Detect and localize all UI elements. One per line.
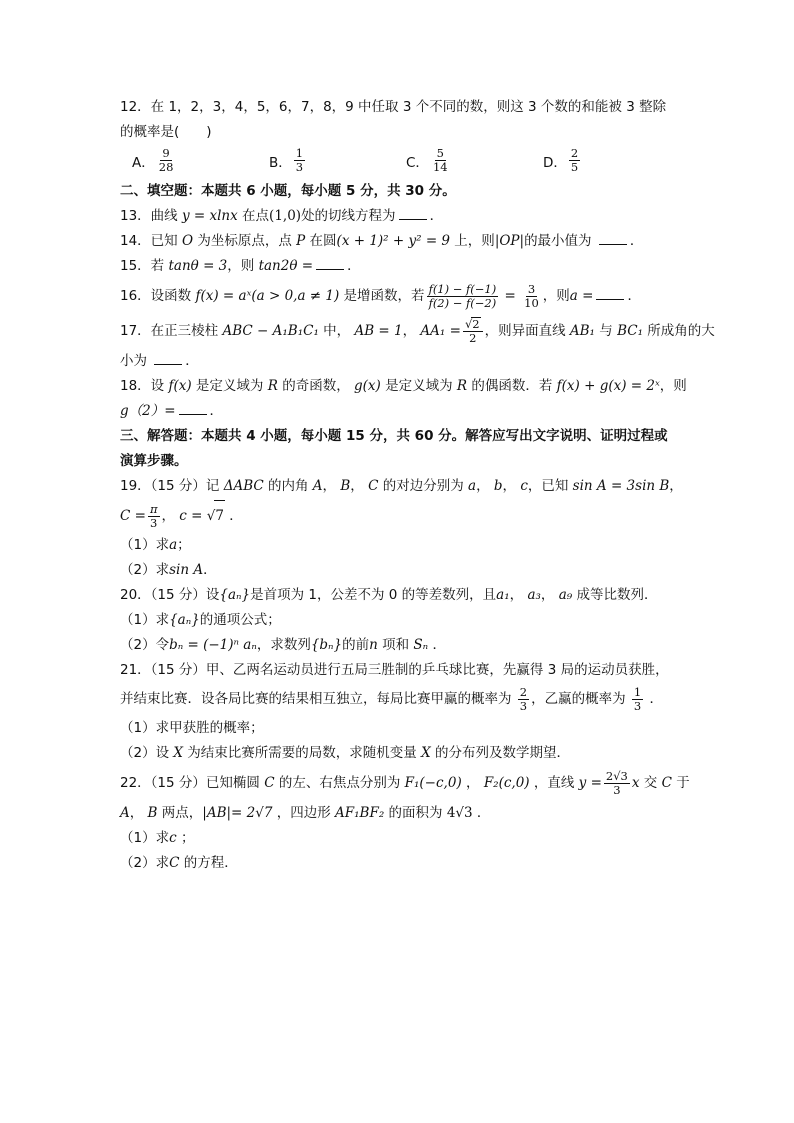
q13-curve: y = xlnx bbox=[181, 208, 238, 224]
choice-b-fraction bbox=[294, 147, 305, 174]
q16-ratio-fraction bbox=[427, 283, 499, 310]
q18-equation: f(x) + g(x) = 2ˣ bbox=[556, 378, 660, 394]
q22-area: 4√3 bbox=[446, 805, 473, 821]
q19-sine-eq: sin A = 3sin B bbox=[572, 478, 670, 494]
q20-part2-seq: {bₙ} bbox=[310, 637, 343, 653]
q21-part2-c: 的分布列及数学期望． bbox=[430, 745, 571, 761]
q22-f1: F₁(−c,0) bbox=[404, 775, 462, 791]
choice-b bbox=[269, 147, 406, 174]
q19-c-angle: C = bbox=[120, 508, 146, 524]
q17-ab: AB = 1 bbox=[354, 323, 403, 339]
q17-bc1: BC₁ bbox=[617, 323, 643, 339]
q16-text-c: ，则 bbox=[542, 288, 570, 304]
choice-c-den: 14 bbox=[432, 160, 448, 174]
q19-part2-a: （2）求 bbox=[120, 562, 170, 578]
q18-line1 bbox=[120, 375, 687, 397]
q15-text-a: 15．若 bbox=[120, 258, 169, 274]
q20-a9: a₉ bbox=[558, 587, 573, 603]
sqrt-sign-icon: √ bbox=[464, 317, 473, 331]
q19-pi-fraction bbox=[148, 503, 160, 530]
q19-line1 bbox=[120, 475, 683, 497]
choice-a-fraction bbox=[157, 147, 176, 174]
q16-value-den: 10 bbox=[524, 295, 539, 310]
q18-r2: R bbox=[456, 378, 468, 394]
q14-point: P bbox=[296, 233, 306, 249]
q20-text-d: 成等比数列． bbox=[572, 587, 658, 603]
q20-part1 bbox=[120, 609, 680, 631]
q17-answer-blank bbox=[154, 352, 182, 365]
q14-circle-eq: (x + 1)² + y² = 9 bbox=[336, 233, 451, 249]
q22-part1-var: c bbox=[169, 830, 177, 846]
q17-radicand: 2 bbox=[472, 317, 480, 331]
q19-text-f: ，已知 bbox=[527, 478, 573, 494]
q21-part2 bbox=[120, 742, 680, 764]
q18-r1: R bbox=[267, 378, 278, 394]
q14-text-c: 在圆 bbox=[305, 233, 337, 249]
q19-sep1: ， bbox=[322, 478, 341, 494]
q22-part1-a: （1）求 bbox=[120, 830, 170, 846]
q21-line2 bbox=[120, 684, 680, 714]
q20-part2-d: 项和 bbox=[377, 637, 414, 653]
q15-target: tan2θ = bbox=[258, 258, 314, 274]
q14 bbox=[120, 230, 680, 252]
q16-value-fraction bbox=[522, 283, 541, 310]
q19-pi-den: 3 bbox=[150, 515, 158, 530]
q17-frac-den: 2 bbox=[469, 331, 477, 345]
q16-value-num: 3 bbox=[527, 281, 536, 296]
q21-line1: 21．（15 分）甲、乙两名运动员进行五局三胜制的乒乓球比赛，先赢得 3 局的运动员获胜， bbox=[120, 662, 669, 678]
q19-sep3: ， bbox=[476, 478, 494, 494]
q12-stem-line2: 的概率是( ) bbox=[120, 124, 212, 140]
q22-quadrilateral: AF₁BF₂ bbox=[335, 805, 385, 821]
choice-a-den: 28 bbox=[158, 160, 174, 174]
q17-text-d: ，则异面直线 bbox=[484, 323, 570, 339]
q15-text-c: ． bbox=[347, 258, 361, 274]
q19-angle-a: A bbox=[312, 478, 323, 494]
q22-text-b: 的左、右焦点分别为 bbox=[274, 775, 405, 791]
q21-p-jia-den: 3 bbox=[519, 698, 528, 713]
q14-origin: O bbox=[181, 233, 194, 249]
q22-point-a: A bbox=[120, 805, 130, 821]
q17-text-a: 17．在正三棱柱 bbox=[120, 323, 223, 339]
q15-answer-blank bbox=[316, 257, 344, 270]
q16-equals: = bbox=[500, 288, 521, 304]
q19-part2-b: ． bbox=[203, 562, 217, 578]
q17-text-h: ． bbox=[185, 353, 199, 369]
q19-text-i: ． bbox=[224, 508, 243, 524]
q20-part2-b: ，求数列 bbox=[256, 637, 311, 653]
q17-prism: ABC − A₁B₁C₁ bbox=[222, 323, 319, 339]
q13-answer-blank bbox=[399, 207, 427, 220]
q16-text-b: 是增函数，若 bbox=[339, 288, 425, 304]
q21-part2-a: （2）设 bbox=[120, 745, 174, 761]
choice-d-num: 2 bbox=[570, 146, 579, 160]
q18-g2: g（2）= bbox=[120, 403, 176, 419]
choice-c-fraction bbox=[431, 147, 450, 174]
q18-text-b: 是定义域为 bbox=[191, 378, 268, 394]
q22-part1-b: ； bbox=[176, 830, 195, 846]
choice-c-label: C． bbox=[406, 154, 429, 171]
q20-part2-a: （2）令 bbox=[120, 637, 170, 653]
q14-text-b: 为坐标原点，点 bbox=[193, 233, 297, 249]
choice-d bbox=[543, 147, 680, 174]
q21-p-jia-num: 2 bbox=[519, 684, 528, 699]
q20-part1-a: （1）求 bbox=[120, 612, 170, 628]
q17-aa1: AA₁ = bbox=[420, 323, 461, 339]
q22-ellipse2: C bbox=[661, 775, 672, 791]
q17-text-g: 小为 bbox=[120, 353, 152, 369]
q20-part2 bbox=[120, 634, 680, 656]
q19-side-b: b bbox=[493, 478, 503, 494]
q13-text-d: ． bbox=[429, 208, 444, 224]
q18-text-a: 18．设 bbox=[120, 378, 169, 394]
q19-radicand: 7 bbox=[214, 500, 225, 531]
q22-text-j: 的面积为 bbox=[384, 805, 447, 821]
choice-b-den: 3 bbox=[295, 160, 304, 174]
q19-c-eq: c = bbox=[179, 508, 207, 524]
q22-part2-var: C bbox=[169, 855, 180, 871]
q19-sep4: ， bbox=[502, 478, 521, 494]
q20-part1-seq: {aₙ} bbox=[169, 612, 200, 628]
q21-var-x1: X bbox=[173, 745, 184, 761]
q19-part1 bbox=[120, 534, 680, 556]
q20-seq-a: {aₙ} bbox=[219, 587, 251, 603]
q19-part2-var: sin A bbox=[169, 562, 204, 578]
q18-line2 bbox=[120, 400, 680, 422]
q19-part2 bbox=[120, 559, 680, 581]
q19-side-c: c bbox=[520, 478, 528, 494]
q21-part1: （1）求甲获胜的概率； bbox=[120, 720, 264, 736]
q22-text-i: ，四边形 bbox=[272, 805, 336, 821]
q22-ab-length: |AB|= 2√7 bbox=[202, 805, 273, 821]
q20-part2-bn: bₙ = (−1)ⁿ aₙ bbox=[169, 637, 257, 653]
q16-ratio-num: f(1) − f(−1) bbox=[428, 281, 497, 296]
q20-part2-c: 的前 bbox=[342, 637, 370, 653]
q18-gx: g(x) bbox=[354, 378, 381, 394]
q14-text-f: ． bbox=[629, 233, 644, 249]
q17-frac-num bbox=[463, 317, 483, 332]
q19-pi-num: π bbox=[149, 501, 158, 516]
q21-text-c: ，乙赢的概率为 bbox=[531, 691, 630, 707]
q19-side-a: a bbox=[468, 478, 477, 494]
q22-text-k: ． bbox=[472, 805, 491, 821]
q13-text-c: 处的切线方程为 bbox=[301, 208, 396, 224]
q20-part1-b: 的通项公式； bbox=[199, 612, 281, 628]
q20-text-a: 20．（15 分）设 bbox=[120, 587, 220, 603]
q14-text-d: 上，则 bbox=[450, 233, 495, 249]
q21-text-d: ． bbox=[645, 691, 664, 707]
q19-part1-a: （1）求 bbox=[120, 537, 170, 553]
q22-part1 bbox=[120, 827, 680, 849]
q19-text-d: 的对边分别为 bbox=[378, 478, 468, 494]
q20-sep1: ， bbox=[509, 587, 528, 603]
q15-given: tanθ = 3 bbox=[168, 258, 228, 274]
q12-choices bbox=[132, 147, 680, 174]
q14-answer-blank bbox=[599, 232, 627, 245]
q13 bbox=[120, 205, 680, 227]
q20-sep2: ， bbox=[540, 587, 559, 603]
q21-var-x2: X bbox=[421, 745, 431, 761]
q13-point: (1,0) bbox=[269, 208, 302, 224]
q22-f2: F₂(c,0) bbox=[483, 775, 530, 791]
q18-fx: f(x) bbox=[168, 378, 192, 394]
section2-heading: 二、填空题：本题共 6 小题，每小题 5 分，共 30 分。 bbox=[120, 183, 456, 199]
q22-ellipse: C bbox=[264, 775, 275, 791]
q13-text-b: 在点 bbox=[237, 208, 270, 224]
q19-text-a: 19．（15 分）记 bbox=[120, 478, 224, 494]
q22-text-a: 22．（15 分）已知椭圆 bbox=[120, 775, 265, 791]
q17-text-b: 中， bbox=[318, 323, 355, 339]
q21-p-yi-den: 3 bbox=[633, 698, 642, 713]
choice-d-den: 5 bbox=[570, 160, 579, 174]
q16-a-eq: a = bbox=[569, 288, 594, 304]
q14-text-a: 14．已知 bbox=[120, 233, 182, 249]
q22-slope-den: 3 bbox=[613, 782, 621, 797]
q16 bbox=[120, 280, 680, 312]
q19-text-b: 的内角 bbox=[263, 478, 313, 494]
choice-c-num: 5 bbox=[436, 146, 444, 160]
q22-line-x: x bbox=[631, 775, 640, 791]
q20-line1 bbox=[120, 584, 680, 606]
choice-c bbox=[406, 147, 543, 174]
q14-text-e: 的最小值为 bbox=[524, 233, 596, 249]
q21-p-yi-num: 1 bbox=[633, 684, 642, 699]
q20-text-b: 是首项为 1，公差不为 0 的等差数列，且 bbox=[250, 587, 497, 603]
choice-b-num: 1 bbox=[295, 146, 304, 160]
q16-function: f(x) = aˣ(a > 0,a ≠ 1) bbox=[195, 288, 340, 304]
q22-text-f: 于 bbox=[671, 775, 690, 791]
q19-angle-b: B bbox=[340, 478, 351, 494]
q13-text-a: 13．曲线 bbox=[120, 208, 182, 224]
q19-line2 bbox=[120, 500, 680, 531]
q22-part2-b: 的方程． bbox=[179, 855, 238, 871]
q19-angle-c: C bbox=[368, 478, 379, 494]
q19-text-g: ， bbox=[669, 478, 683, 494]
q21-text-b: 并结束比赛．设各局比赛的结果相互独立，每局比赛甲赢的概率为 bbox=[120, 691, 516, 707]
q22-text-c: ， bbox=[461, 775, 484, 791]
choice-d-label: D． bbox=[543, 154, 567, 171]
q17-text-f: 所成角的大 bbox=[643, 323, 715, 339]
q17-line1 bbox=[120, 315, 715, 347]
choice-d-fraction bbox=[569, 147, 580, 174]
q18-text-h: ，则 bbox=[659, 378, 687, 394]
q22-slope-num: 2√3 bbox=[605, 768, 628, 783]
q22-text-g: ， bbox=[129, 805, 148, 821]
q18-text-e: 的偶函数．若 bbox=[467, 378, 557, 394]
q20-part2-e: ． bbox=[428, 637, 446, 653]
q22-slope bbox=[604, 770, 630, 797]
q20-part2-sn: Sₙ bbox=[413, 637, 429, 653]
section3-heading-line1: 三、解答题：本题共 4 小题，每小题 15 分，共 60 分。解答应写出文字说明、证明过程或 bbox=[120, 428, 668, 444]
choice-a-num: 9 bbox=[162, 146, 170, 160]
q19-part1-b: ； bbox=[177, 537, 191, 553]
q15-text-b: ，则 bbox=[227, 258, 259, 274]
q22-text-h: 两点， bbox=[157, 805, 203, 821]
q17-ab1: AB₁ bbox=[569, 323, 595, 339]
choice-b-label: B． bbox=[269, 154, 292, 171]
choice-a bbox=[132, 147, 269, 174]
q17-text-c: ， bbox=[402, 323, 421, 339]
q21-p-jia bbox=[518, 686, 529, 713]
q12-stem-line1: 12．在 1，2，3，4，5，6，7，8，9 中任取 3 个不同的数，则这 3 个数的和能被 3 整除 bbox=[120, 99, 667, 115]
q19-text-h: ， bbox=[161, 508, 180, 524]
q18-text-c: 的奇函数， bbox=[277, 378, 354, 394]
q17-line2 bbox=[120, 350, 680, 372]
q18-answer-blank bbox=[179, 402, 207, 415]
q15 bbox=[120, 255, 680, 277]
q14-op: |OP| bbox=[494, 233, 525, 249]
q22-part2-a: （2）求 bbox=[120, 855, 170, 871]
section3-heading-line2: 演算步骤。 bbox=[120, 453, 188, 469]
q20-a1: a₁ bbox=[496, 587, 510, 603]
q19-sep2: ， bbox=[350, 478, 369, 494]
q22-line1 bbox=[120, 767, 690, 799]
q20-part2-n: n bbox=[369, 637, 378, 653]
q21-p-yi bbox=[632, 686, 643, 713]
q22-part2 bbox=[120, 852, 680, 874]
q18-text-j: ． bbox=[209, 403, 224, 419]
q17-fraction bbox=[463, 317, 483, 345]
choice-a-label: A． bbox=[132, 154, 155, 171]
q16-answer-blank bbox=[596, 287, 624, 300]
q22-line-y: y = bbox=[578, 775, 602, 791]
q22-line2 bbox=[120, 802, 680, 824]
q22-text-e: 交 bbox=[639, 775, 662, 791]
exam-page bbox=[120, 96, 715, 877]
q16-text-a: 16．设函数 bbox=[120, 288, 196, 304]
q19-part1-var: a bbox=[169, 537, 178, 553]
q17-text-e: 与 bbox=[594, 323, 618, 339]
q16-text-d: ． bbox=[627, 288, 641, 304]
sqrt-sign-icon: √ bbox=[206, 508, 216, 524]
q19-triangle: ΔABC bbox=[223, 478, 264, 494]
q16-ratio-den: f(2) − f(−2) bbox=[428, 295, 497, 310]
q21-part2-b: 为结束比赛所需要的局数，求随机变量 bbox=[183, 745, 422, 761]
q22-point-b: B bbox=[147, 805, 158, 821]
q18-text-d: 是定义域为 bbox=[380, 378, 457, 394]
q22-text-d: ，直线 bbox=[529, 775, 579, 791]
q20-a3: a₃ bbox=[527, 587, 541, 603]
